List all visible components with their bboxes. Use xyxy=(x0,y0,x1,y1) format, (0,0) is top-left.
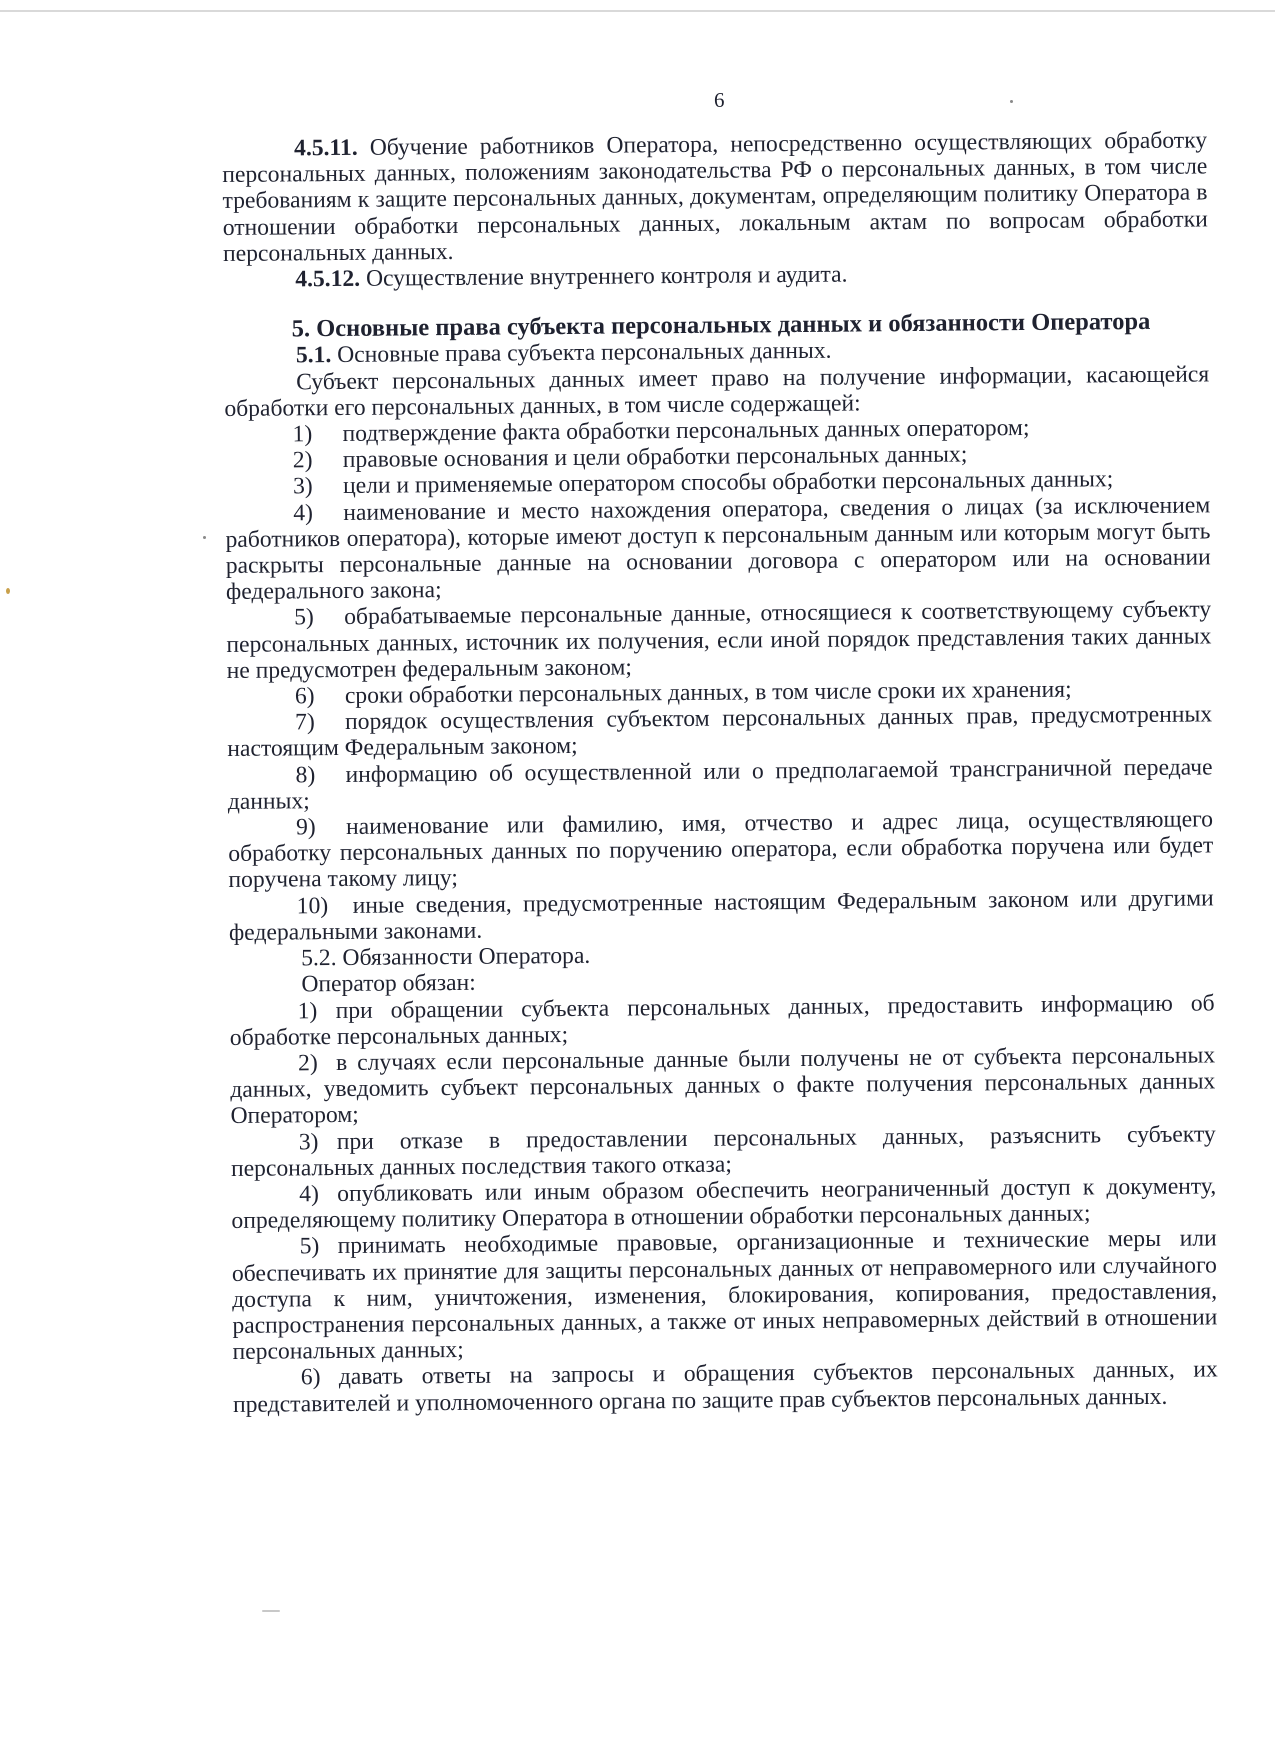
list-item-number: 6) xyxy=(294,683,315,710)
list-item-number: 3) xyxy=(298,1128,319,1155)
list-item-number: 3) xyxy=(292,473,313,500)
list-item-text: наименование или фамилию, имя, отчество и адрес лица, осуществляющего обработку персональных данных по поручению оператора, если обработка поручена или будет поручена такому лицу; xyxy=(228,806,1214,894)
list-item-number: 2) xyxy=(297,1050,318,1077)
list-item-number: 9) xyxy=(295,814,316,841)
list-item xyxy=(231,1121,1216,1182)
list-item-text: цели и применяемые оператором способы обработки персональных данных; xyxy=(342,466,1114,500)
list-item xyxy=(233,1357,1218,1418)
paragraph-text: Оператор обязан: xyxy=(301,970,476,998)
paragraph-text: Субъект персональных данных имеет право на получение информации, касающейся обработки его персональных данных, в том числе содержащей: xyxy=(224,361,1210,422)
list-item-text: правовые основания и цели обработки персональных данных; xyxy=(342,441,968,474)
paragraph-text: Обучение работников Оператора, непосредственно осуществляющих обработку персональных данных, положениям законодательства РФ о персональных данных, в том числе требованиям к защите персональных данных, документам, определяющим политику Оператора в отношении обработки персональных данных, локальным актам по вопросам обработки персональных данных. xyxy=(222,127,1208,267)
list-item xyxy=(227,754,1212,815)
list-item xyxy=(230,990,1215,1051)
scan-speck xyxy=(203,536,206,539)
clause-number: 4.5.11. xyxy=(293,134,358,162)
clause-number: 5.1. xyxy=(295,342,332,369)
list-item-text: принимать необходимые правовые, организационные и технические меры или обеспечивать их принятие для защиты персональных данных от неправомерного или случайного доступа к ним, уничтожения, изменения, блокирования, копирования, предоставления, распространения персональных данных, а также от иных неправомерных действий в отношении персональных данных; xyxy=(231,1225,1218,1366)
list-item-text: информацию об осуществленной или о предполагаемой трансграничной передаче данных; xyxy=(227,754,1213,815)
list-item-number: 5) xyxy=(299,1233,320,1260)
paragraph xyxy=(224,361,1209,422)
list-item-number: 7) xyxy=(295,709,315,736)
list-item xyxy=(231,1173,1216,1234)
list-item-text: давать ответы на запросы и обращения субъектов персональных данных, их представителей и уполномоченного органа по защите прав субъектов персональных данных. xyxy=(232,1356,1218,1418)
list-item xyxy=(226,597,1212,684)
list-item xyxy=(232,1226,1218,1366)
list-item-text: опубликовать или иным образом обеспечить неограниченный доступ к документу, определяющему политику Оператора в отношении обработки персональных данных; xyxy=(231,1173,1217,1235)
list-item-number: 4) xyxy=(299,1181,320,1208)
page-number: 6 xyxy=(714,88,725,112)
paragraph-text: Осуществление внутреннего контроля и аудита. xyxy=(360,261,848,292)
list-item-number: 8) xyxy=(295,761,316,789)
list-item-text: сроки обработки персональных данных, в том числе сроки их хранения; xyxy=(344,676,1072,710)
list-item-number: 1) xyxy=(292,421,313,448)
list-item xyxy=(225,492,1211,605)
list-item-text: обрабатываемые персональные данные, относящиеся к соответствующему субъекту персональных данных, источник их получения, если иной порядок представления таких данных не предусмотрен федеральным законом; xyxy=(226,596,1212,684)
list-item xyxy=(230,1042,1216,1129)
scan-speck xyxy=(1010,100,1013,103)
list-item xyxy=(229,885,1214,946)
paragraph xyxy=(222,127,1208,267)
clause-number: 4.5.12. xyxy=(295,265,361,293)
scan-speck xyxy=(6,588,10,594)
list-item xyxy=(228,806,1214,893)
list-item-text: при отказе в предоставлении персональных данных, разъяснить субъекту персональных данных последствия такого отказа; xyxy=(230,1120,1216,1182)
list-item xyxy=(227,702,1212,763)
list-item-text: наименование и место нахождения оператора, сведения о лицах (за исключением работников оператора), которые имеют доступ к персональным данным или которым могут быть раскрыты персональные данные на основании договора с оператором или на основании федерального закона; xyxy=(225,492,1211,606)
list-item-text: в случаях если персональные данные были получены не от субъекта персональных данных, уведомить субъект персональных данных о факте получения персональных данных Оператором; xyxy=(230,1042,1216,1130)
list-item-number: 4) xyxy=(293,499,314,527)
list-item-number: 5) xyxy=(294,604,314,631)
scan-speck xyxy=(262,1610,280,1612)
list-item-number: 2) xyxy=(292,447,313,474)
list-item-text: порядок осуществления субъектом персональных данных прав, предусмотренных настоящим Федеральным законом; xyxy=(227,701,1213,763)
scan-top-edge xyxy=(0,10,1275,12)
list-item-number: 10) xyxy=(296,892,329,920)
section-heading: 5. Основные права субъекта персональных данных и обязанности Оператора xyxy=(291,308,1151,343)
list-item-number: 6) xyxy=(300,1364,321,1391)
list-item-text: иные сведения, предусмотренные настоящим Федеральным законом или другими федеральными законами. xyxy=(228,885,1214,946)
list-item-text: при обращении субъекта персональных данных, предоставить информацию об обработке персональных данных; xyxy=(229,989,1215,1051)
paragraph-text: Основные права субъекта персональных данных. xyxy=(331,338,832,369)
list-item-text: подтверждение факта обработки персональных данных оператором; xyxy=(342,414,1030,447)
paragraph-text: 5.2. Обязанности Оператора. xyxy=(301,942,591,972)
document-body xyxy=(222,127,1218,1417)
list-item-number: 1) xyxy=(297,997,318,1024)
